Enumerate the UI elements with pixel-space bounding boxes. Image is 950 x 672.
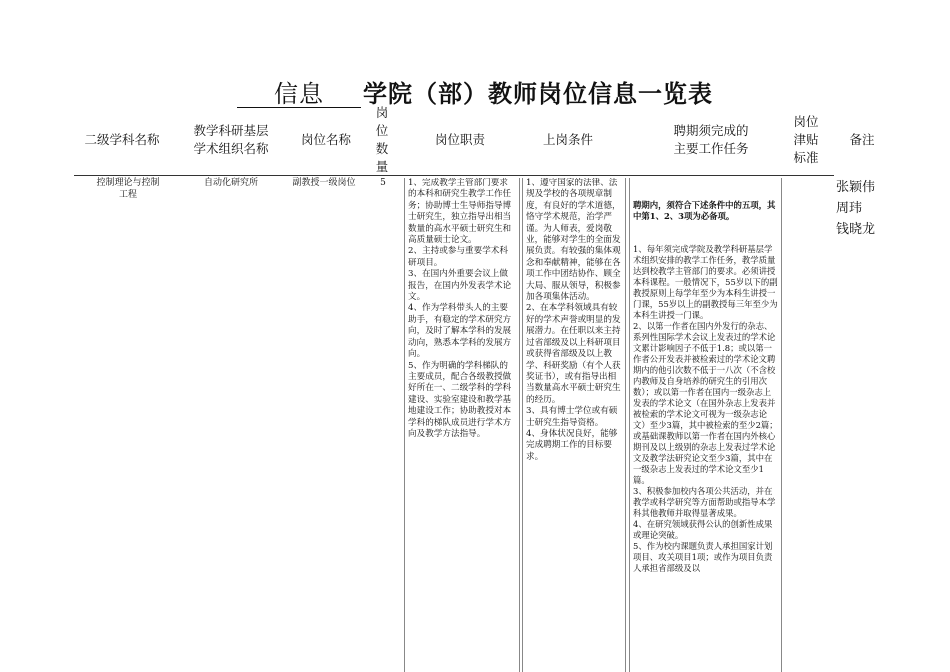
header-allowance: 岗位 津贴 标准 (793, 114, 819, 165)
header-org: 教学科研基层 学术组织名称 (193, 123, 269, 156)
header-remarks: 备注 (849, 132, 875, 147)
header-post-name: 岗位名称 (300, 132, 351, 147)
title-text: 学院（部）教师岗位信息一览表 (363, 80, 713, 108)
cell-conditions: 1、遵守国家的法律、法规及学校的各项规章制度，有良好的学术道德，恪守学术规范，治学严谨。为人师表，爱岗敬业，能够对学生的全面发展负责。有较强的集体观念和奉献精神，能够在各项工作中团结协作、顾全大局、服从领导，积极参加各项集体活动。 2、在本学科领域具有较好的学术声誉或明显的发展潜力。在任职以来主持过省部级及以上科研项目或获得省部级及以上教学、科研奖励（有个人获奖证书），或有指导出相当数量高水平硕士研究生的经历。 3、具有博士学位或有硕士研究生指导资格。 4、身体状况良好，能够完成聘期工作的目标要求。 (522, 178, 626, 672)
remark-name: 张颖伟 (836, 180, 876, 195)
cell-tasks (629, 178, 782, 672)
header-divider (74, 175, 834, 176)
cell-count: 5 (380, 178, 386, 188)
cell-org: 自动化研究所 (203, 178, 258, 188)
header-duties: 岗位职责 (434, 132, 485, 147)
remark-name: 钱晓龙 (836, 222, 876, 237)
title-blank-field: 信息 (237, 81, 361, 108)
cell-post-name: 副教授一级岗位 (292, 178, 356, 188)
cell-remarks (836, 177, 896, 240)
page-title (0, 74, 950, 109)
tasks-lead-text: 聘期内，须符合下述条件中的五项，其中第1、2、3项为必备项。 (633, 200, 776, 221)
header-discipline: 二级学科名称 (84, 132, 160, 147)
tasks-body-text: 1、每年须完成学院及教学科研基层学术组织安排的教学工作任务，教学质量达到校教学主管部门的要求。必须讲授本科课程。一般情况下，55岁以下的副教授原则上每学年至少为本科生讲授一门课，55岁以上的副教授每三年至少为本科生讲授一门课。 2、以第一作者在国内外发行的杂志、系列性国际学术会议上发表过的学术论文累计影响因子不低于1.8；或以第一作者公开发表并被检索过的学术论文聘期内的他引次数不低于一八次（不含校内教师及自身培养的研究生的引用次数）；或以第一作者在国内一级杂志上发表的学术论文（在国外杂志上发表并被检索的学术论文可视为一级杂志论文）至少3篇，其中被检索的至少2篇；或基础课教师以第一作者在国内外核心期刊及以上级别的杂志上发表过学术论文及教学法研究论文至少3篇，其中在一级杂志上发表过的学术论文至少1篇。 3、积极参加校内各项公共活动，并在教学或科学研究等方面帮助或指导本学科其他教师并取得显著成果。 4、在研究领域获得公认的创新性成果或理论突破。 5、作为校内课题负责人承担国家计划项目、攻关项目1项；或作为项目负责人承担省部级及以 (633, 244, 778, 573)
cell-discipline: 控制理论与控制 工程 (96, 178, 160, 200)
remark-name: 周玮 (836, 201, 863, 216)
header-count: 岗 位 数 量 (375, 105, 389, 174)
header-conditions: 上岗条件 (542, 132, 593, 147)
cell-duties: 1、完成教学主管部门要求的本科和研究生教学工作任务；协助博士生导师指导博士研究生，独立指导出相当数量的高水平硕士研究生和高质量硕士论文。 2、主持或参与重要学术科研项目。 3、在国内外重要会议上做报告，在国内外发表学术论文。 4、作为学科带头人的主要助手，有稳定的学术研究方向，及时了解本学科的发展动向，熟悉本学科的发展方向。 5、作为明确的学科梯队的主要成员，配合各级教授做好所在一、二级学科的学科建设、实验室建设和教学基地建设工作；协助教授对本学科的梯队成员进行学术方向及教学方法指导。 (404, 178, 520, 672)
table-header (0, 106, 950, 174)
header-tasks: 聘期须完成的 主要工作任务 (673, 123, 749, 156)
